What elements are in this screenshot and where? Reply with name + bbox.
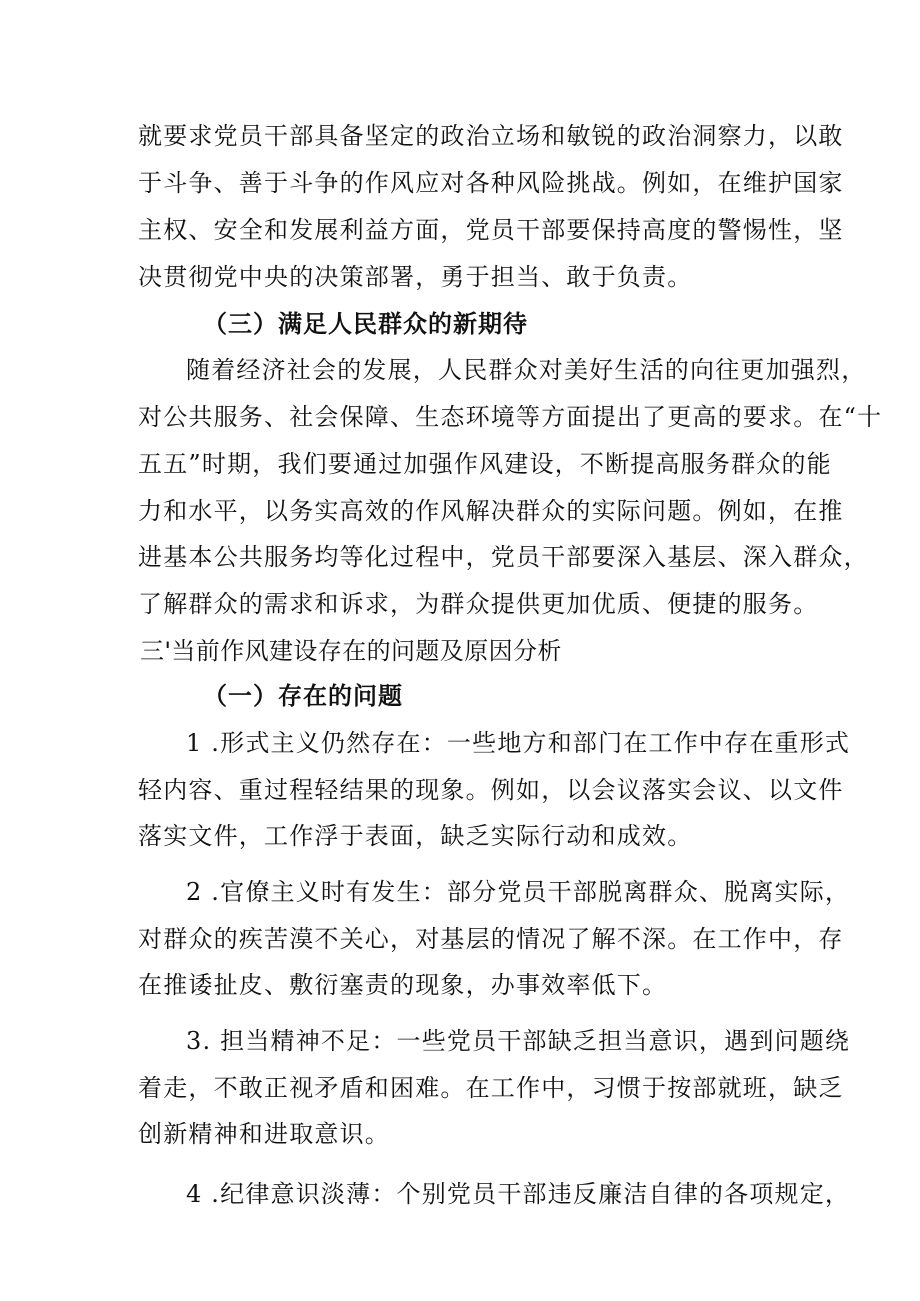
list-item-line: 着走，不敢正视矛盾和困难。在工作中，习惯于按部就班，缺乏 — [138, 1074, 844, 1102]
subsection-heading: （一）存在的问题 — [203, 681, 403, 710]
paragraph-line: 对公共服务、社会保障、生态环境等方面提出了更高的要求。在“十 — [138, 403, 883, 431]
paragraph-line: 于斗争、善于斗争的作风应对各种风险挑战。例如，在维护国家 — [138, 169, 844, 197]
list-item-line: 落实文件，工作浮于表面，缺乏实际行动和成效。 — [138, 822, 693, 850]
paragraph-line: 随着经济社会的发展，人民群众对美好生活的向往更加强烈， — [186, 356, 867, 384]
paragraph-line: 五五”时期，我们要通过加强作风建设，不断提高服务群众的能 — [138, 450, 832, 478]
paragraph-line: 进基本公共服务均等化过程中，党员干部要深入基层、深入群众， — [138, 543, 869, 571]
list-item-line: 2 .官僚主义时有发生：部分党员干部脱离群众、脱离实际， — [186, 878, 851, 906]
paragraph-line: 了解群众的需求和诉求，为群众提供更加优质、便捷的服务。 — [138, 590, 819, 618]
list-item-line: 4 .纪律意识淡薄：个别党员干部违反廉洁自律的各项规定， — [186, 1180, 851, 1208]
section-heading: 三'当前作风建设存在的问题及原因分析 — [140, 637, 562, 665]
paragraph-line: 就要求党员干部具备坚定的政治立场和敏锐的政治洞察力，以敢 — [138, 122, 844, 150]
list-item-line: 1 .形式主义仍然存在：一些地方和部门在工作中存在重形式 — [186, 729, 851, 757]
list-item-line: 在推诿扯皮、敷衍塞责的现象，办事效率低下。 — [138, 971, 668, 999]
subsection-heading: （三）满足人民群众的新期待 — [203, 309, 528, 338]
list-item-line: 对群众的疾苦漠不关心，对基层的情况了解不深。在工作中，存 — [138, 925, 844, 953]
list-item-line: 创新精神和进取意识。 — [138, 1120, 390, 1148]
paragraph-line: 力和水平，以务实高效的作风解决群众的实际问题。例如，在推 — [138, 497, 844, 525]
paragraph-line: 决贯彻党中央的决策部署，勇于担当、敢于负责。 — [138, 263, 693, 291]
list-item-line: 3. 担当精神不足：一些党员干部缺乏担当意识，遇到问题绕 — [186, 1027, 851, 1055]
paragraph-line: 主权、安全和发展利益方面，党员干部要保持高度的警惕性，坚 — [138, 216, 844, 244]
list-item-line: 轻内容、重过程轻结果的现象。例如，以会议落实会议、以文件 — [138, 776, 844, 804]
